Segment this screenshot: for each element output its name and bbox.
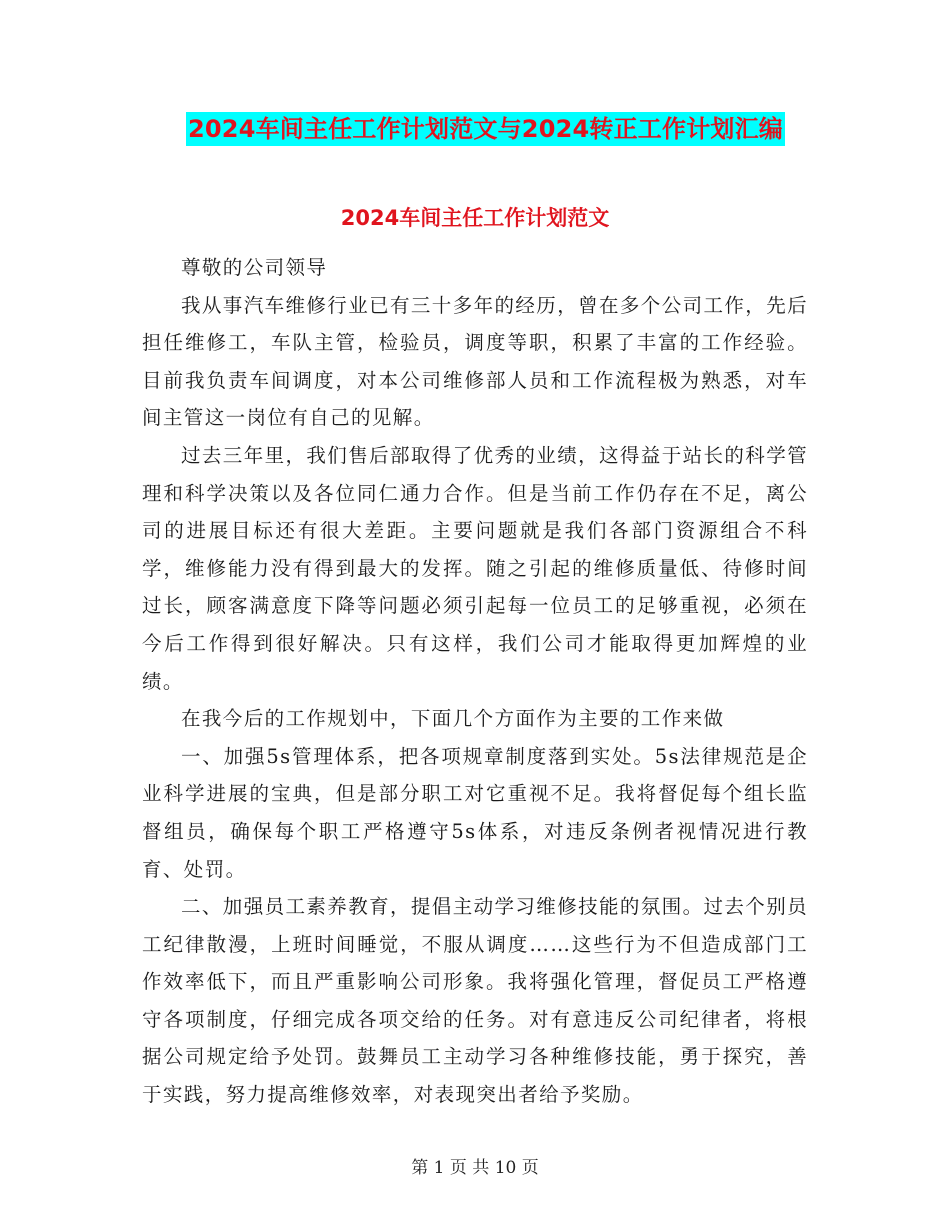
- document-title: 2024车间主任工作计划范文与2024转正工作计划汇编: [186, 112, 785, 146]
- salutation: 尊敬的公司领导: [181, 256, 328, 279]
- paragraph: 过去三年里，我们售后部取得了优秀的业绩，这得益于站长的科学管理和科学决策以及各位同仁通力合作。但是当前工作仍存在不足，离公司的进展目标还有很大差距。主要问题就是我们各部门资源组合不科学，维修能力没有得到最大的发挥。随之引起的维修质量低、待修时间过长，顾客满意度下降等问题必须引起每一位员工的足够重视，必须在今后工作得到很好解决。只有这样，我们公司才能取得更加辉煌的业绩。: [142, 443, 809, 693]
- paragraph: 在我今后的工作规划中，下面几个方面作为主要的工作来做: [181, 707, 725, 731]
- page-number-footer: 第 1 页 共 10 页: [411, 1158, 539, 1178]
- paragraph: 一、加强5s管理体系，把各项规章制度落到实处。5s法律规范是企业科学进展的宝典，但是部分职工对它重视不足。我将督促每个组长监督组员，确保每个职工严格遵守5s体系，对违反条例者视情况进行教育、处罚。: [142, 744, 808, 881]
- document-body: [142, 249, 808, 1114]
- section-title: 2024车间主任工作计划范文: [340, 206, 610, 230]
- paragraph: 我从事汽车维修行业已有三十多年的经历，曾在多个公司工作，先后担任维修工，车队主管，检验员，调度等职，积累了丰富的工作经验。目前我负责车间调度，对本公司维修部人员和工作流程极为熟悉，对车间主管这一岗位有自己的见解。: [142, 293, 809, 430]
- paragraph: 二、加强员工素养教育，提倡主动学习维修技能的氛围。过去个别员工纪律散漫，上班时间睡觉，不服从调度……这些行为不但造成部门工作效率低下，而且严重影响公司形象。我将强化管理，督促员工严格遵守各项制度，仔细完成各项交给的任务。对有意违反公司纪律者，将根据公司规定给予处罚。鼓舞员工主动学习各种维修技能，勇于探究，善于实践，努力提高维修效率，对表现突出者给予奖励。: [142, 895, 809, 1107]
